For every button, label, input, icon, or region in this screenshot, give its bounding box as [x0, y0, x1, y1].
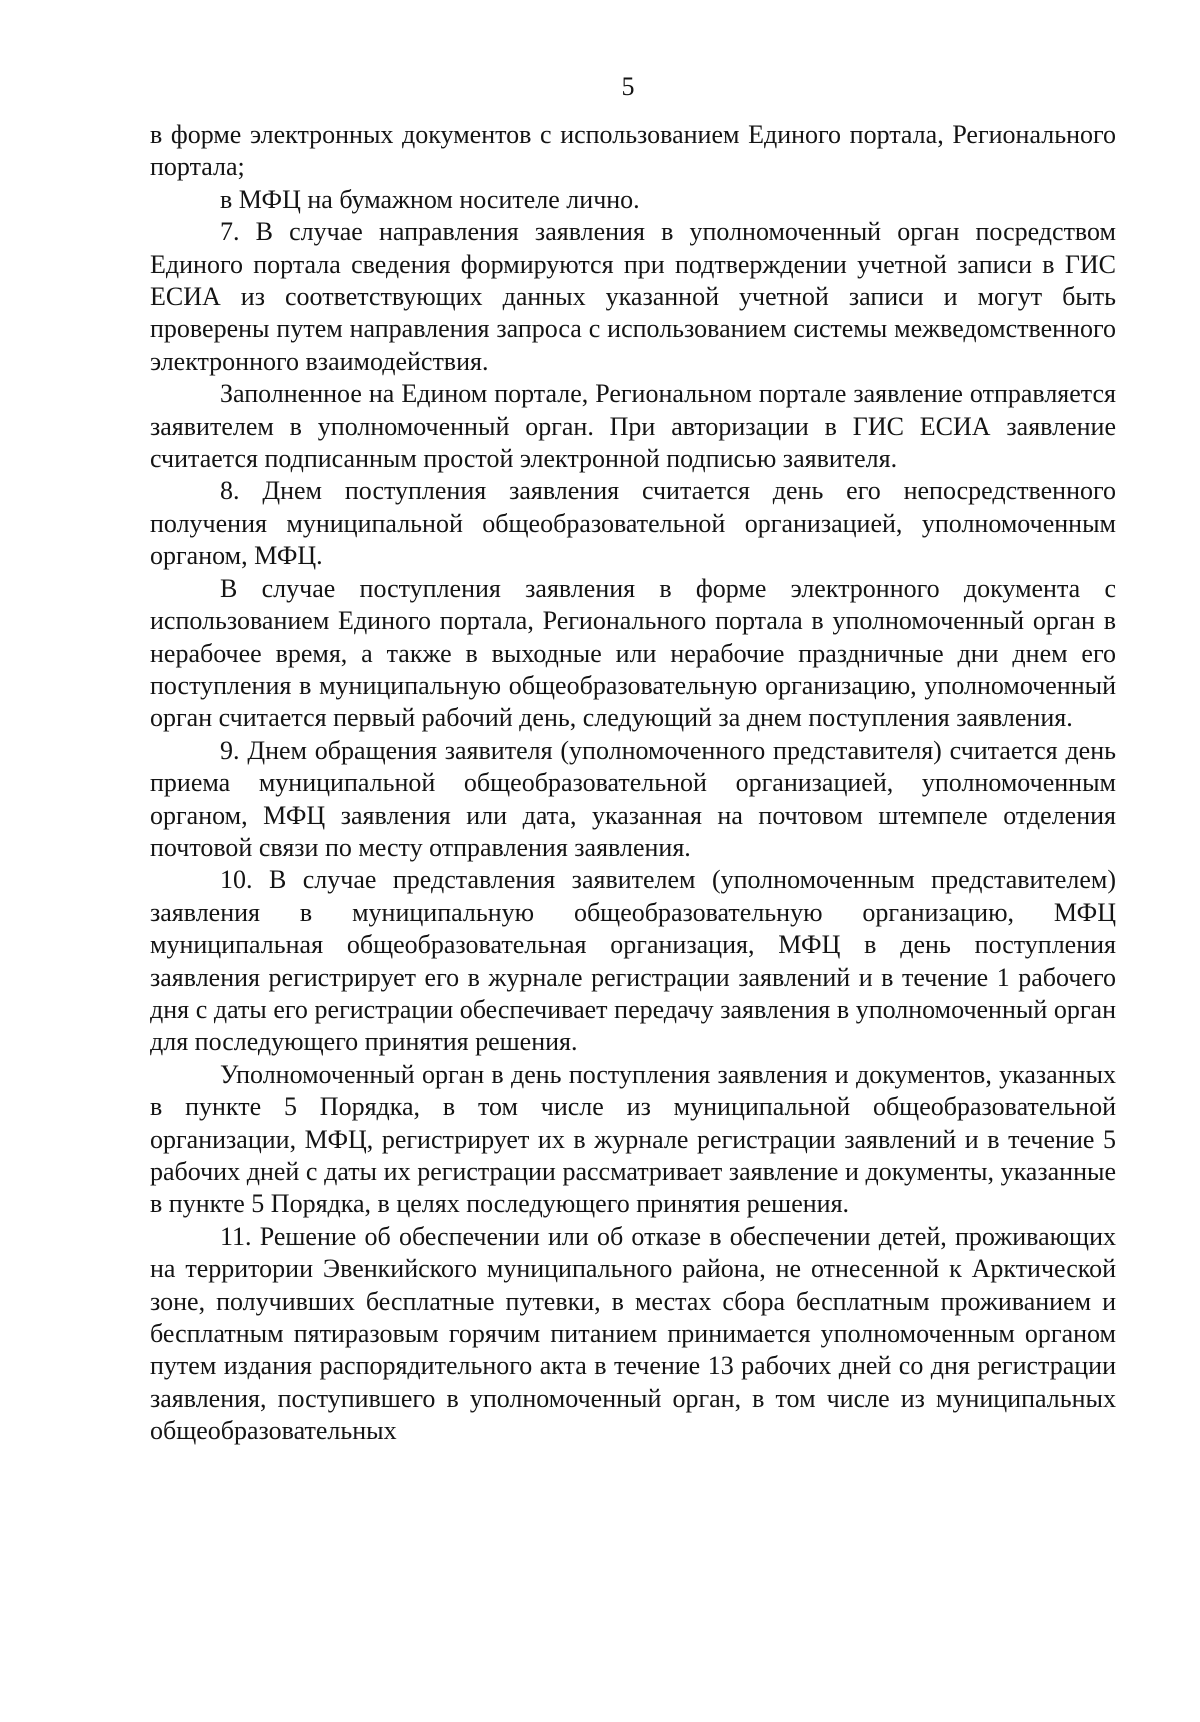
paragraph-non-working-time: В случае поступления заявления в форме электронного документа с использованием Единого портала, Регионального портала в уполномоченный орган в нерабочее время, а также в выходные или нерабочие праздничные дни днем его поступления в муниципальную общеобразовательную организацию, уполномоченный орган считается первый рабочий день, следующий за днем поступления заявления.: [150, 573, 1116, 733]
paragraph-item-9: 9. Днем обращения заявителя (уполномоченного представителя) считается день приема муниципальной общеобразовательной организацией, уполномоченным органом, МФЦ заявления или дата, указанная на почтовом штемпеле отделения почтовой связи по месту отправления заявления.: [150, 735, 1116, 862]
paragraph-item-8: 8. Днем поступления заявления считается день его непосредственного получения муниципальной общеобразовательной организацией, уполномоченным органом, МФЦ.: [150, 476, 1116, 571]
paragraph-delivery-electronic: в форме электронных документов с использованием Единого портала, Регионального портала;: [150, 120, 1116, 182]
paragraph-item-10: 10. В случае представления заявителем (уполномоченным представителем) заявления в муниципальную общеобразовательную организацию, МФЦ муниципальная общеобразовательная организация, МФЦ в день поступления заявления регистрирует его в журнале регистрации заявлений и в течение 1 рабочего дня с даты его регистрации обеспечивает передачу заявления в уполномоченный орган для последующего принятия решения.: [150, 865, 1116, 1057]
document-body: [150, 119, 1116, 1448]
paragraph-delivery-mfc: в МФЦ на бумажном носителе лично.: [220, 184, 640, 214]
paragraph-item-7: 7. В случае направления заявления в уполномоченный орган посредством Единого портала сведения формируются при подтверждении учетной записи в ГИС ЕСИА из соответствующих данных указанной учетной записи и могут быть проверены путем направления запроса с использованием системы межведомственного электронного взаимодействия.: [150, 217, 1116, 376]
paragraph-item-11: 11. Решение об обеспечении или об отказе в обеспечении детей, проживающих на территории Эвенкийского муниципального района, не отнесенной к Арктической зоне, получивших бесплатные путевки, в местах сбора бесплатным проживанием и бесплатным пятиразовым горячим питанием принимается уполномоченным органом путем издания распорядительного акта в течение 13 рабочих дней со дня регистрации заявления, поступившего в уполномоченный орган, в том числе из муниципальных общеобразовательных: [150, 1221, 1116, 1446]
page-number: 5: [621, 72, 635, 101]
paragraph-authorized-body-registration: Уполномоченный орган в день поступления заявления и документов, указанных в пункте 5 Порядка, в том числе из муниципальной общеобразовательной организации, МФЦ, регистрирует их в журнале регистрации заявлений и в течение 5 рабочих дней с даты их регистрации рассматривает заявление и документы, указанные в пункте 5 Порядка, в целях последующего принятия решения.: [150, 1059, 1116, 1219]
paragraph-unified-portal-signature: Заполненное на Едином портале, Региональном портале заявление отправляется заявителем в уполномоченный орган. При авторизации в ГИС ЕСИА заявление считается подписанным простой электронной подписью заявителя.: [150, 379, 1116, 474]
